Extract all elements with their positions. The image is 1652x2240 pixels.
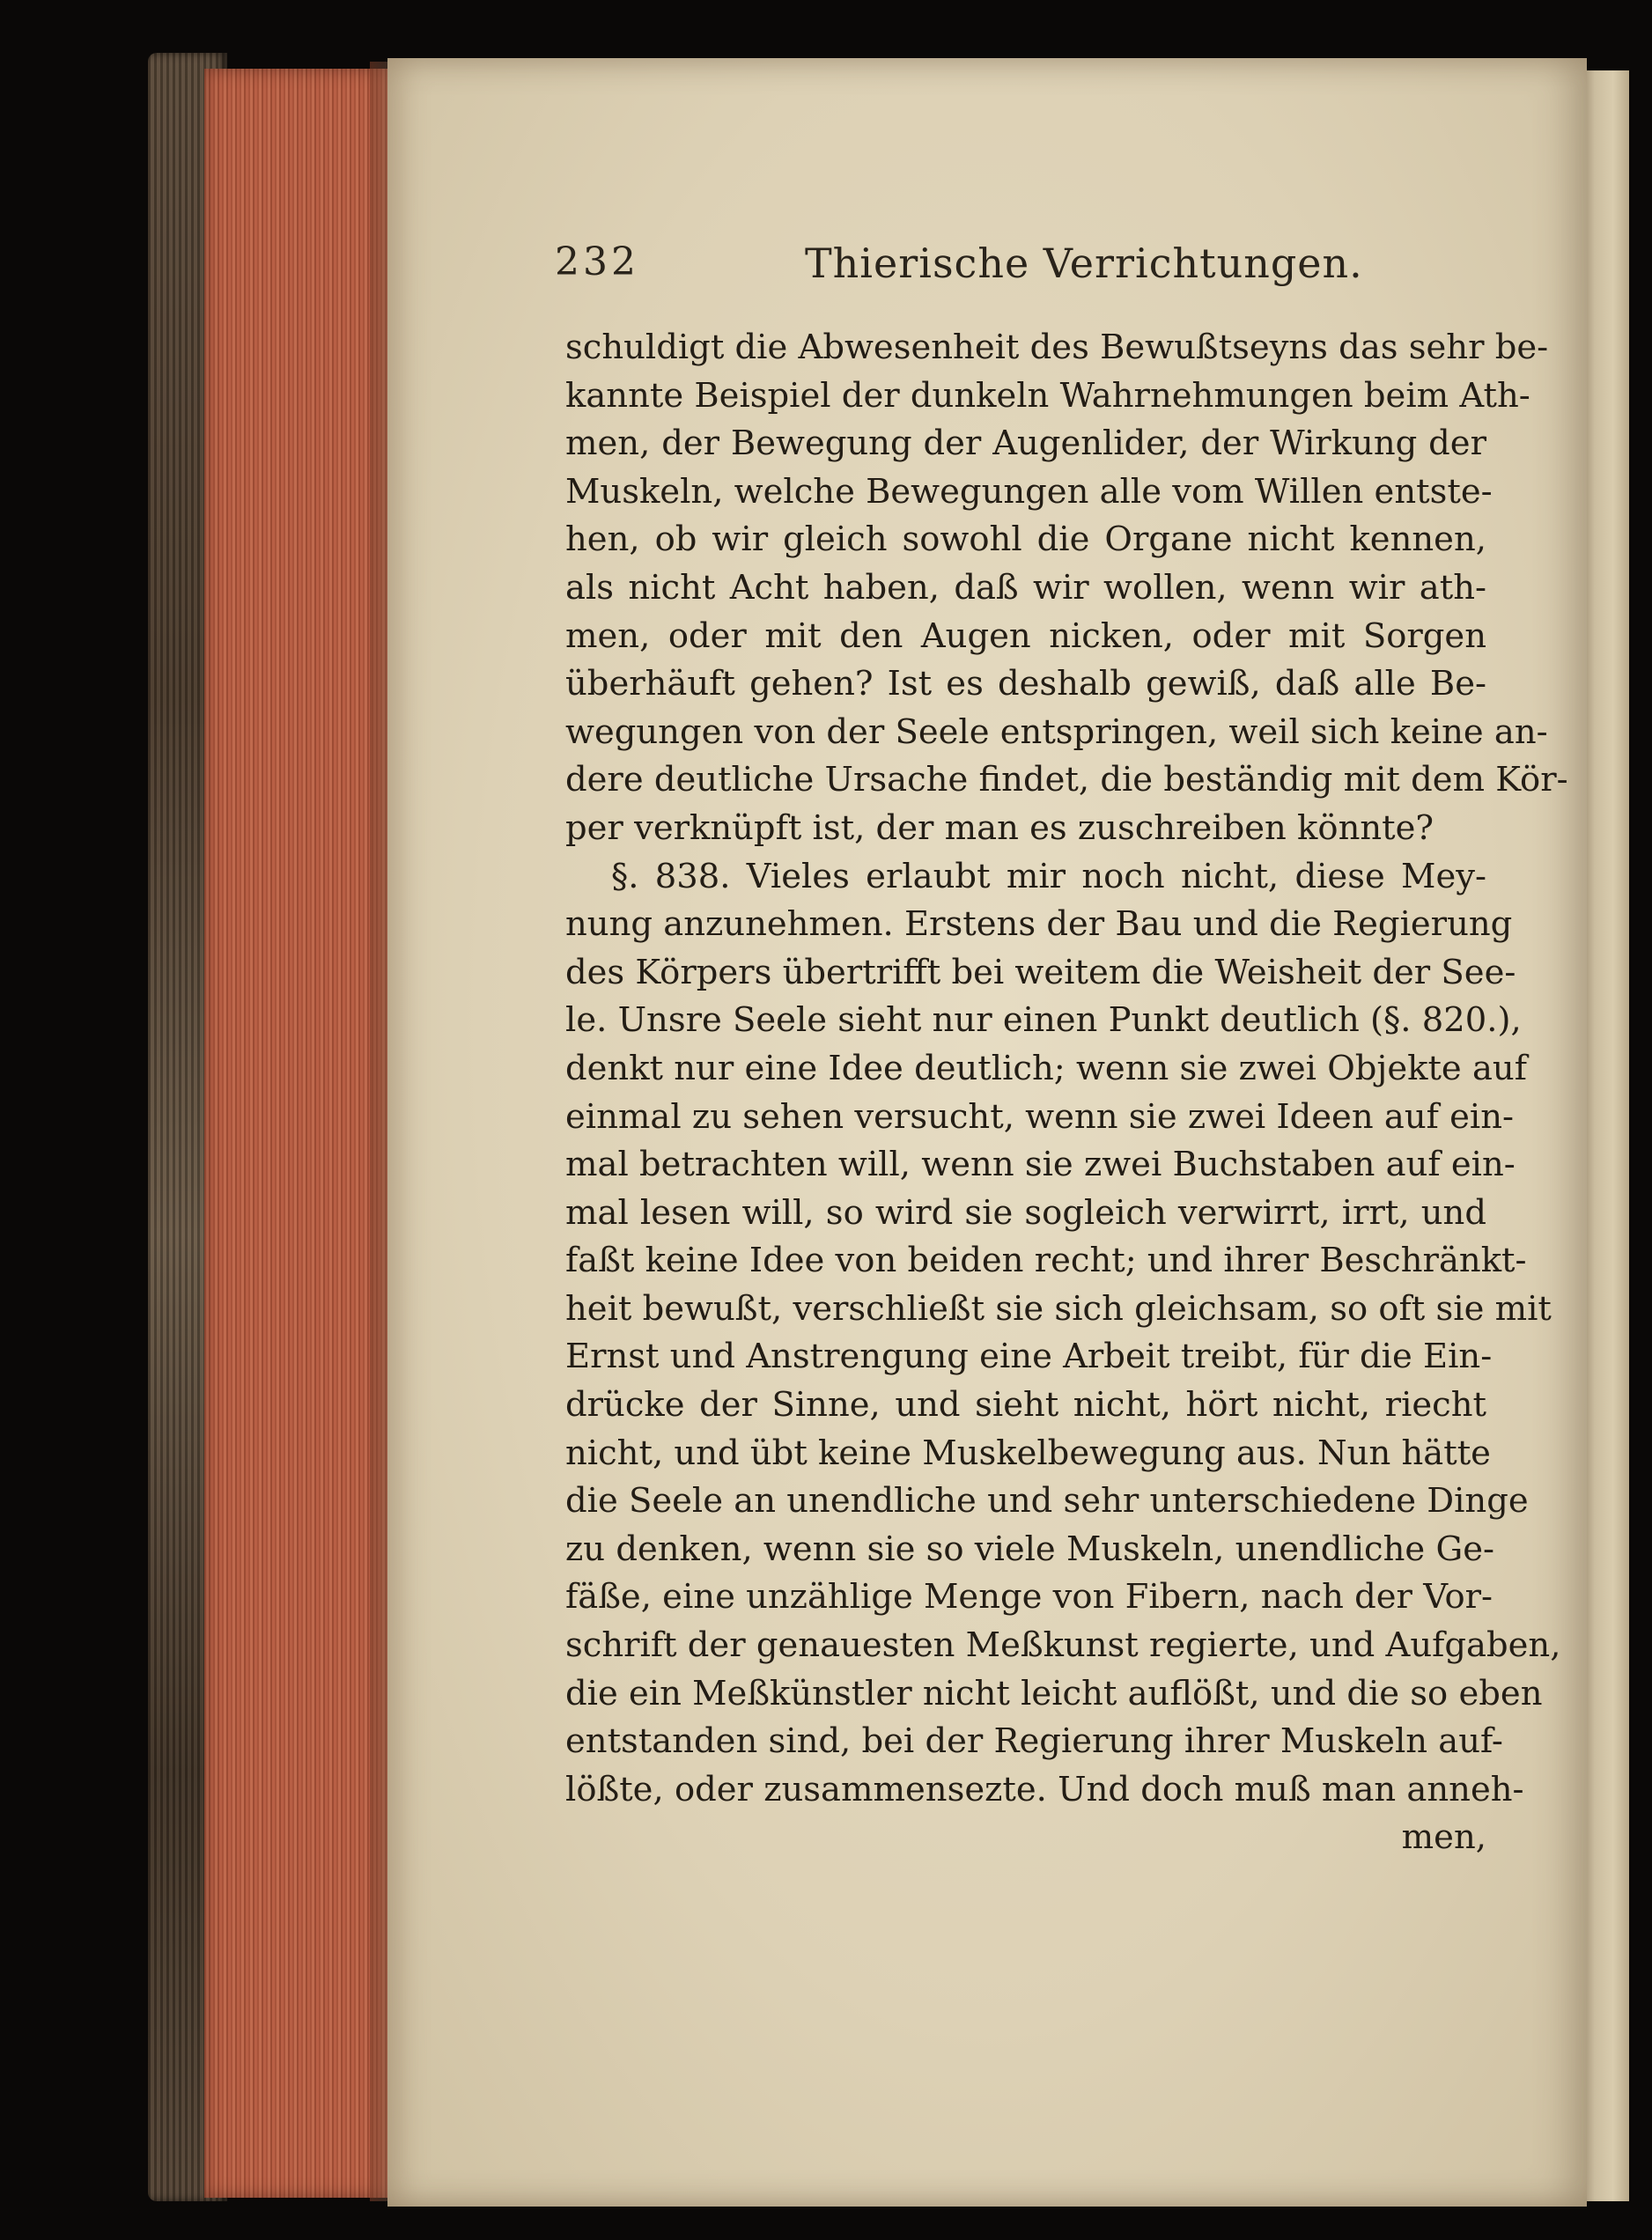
text-line: dere deutliche Ursache findet, die beständig mit dem Kör-: [565, 760, 1568, 800]
text-line: men, oder mit den Augen nicken, oder mit Sorgen: [565, 615, 1486, 656]
page-body-text: [565, 324, 1568, 1862]
text-line: lößte, oder zusammensezte. Und doch muß man anneh-: [565, 1769, 1524, 1809]
text-line: Ernst und Anstrengung eine Arbeit treibt, für die Ein-: [565, 1337, 1493, 1377]
text-line: zu denken, wenn sie so viele Muskeln, unendliche Ge-: [565, 1529, 1494, 1569]
text-line: hen, ob wir gleich sowohl die Organe nicht kennen,: [565, 519, 1486, 560]
text-line: heit bewußt, verschließt sie sich gleichsam, so oft sie mit: [565, 1288, 1552, 1329]
text-line: le. Unsre Seele sieht nur einen Punkt deutlich (§. 820.),: [565, 1000, 1522, 1041]
text-line: faßt keine Idee von beiden recht; und ihrer Beschränkt-: [565, 1241, 1527, 1281]
text-line: schuldigt die Abwesenheit des Bewußtseyns das sehr be-: [565, 328, 1549, 367]
text-line: kannte Beispiel der dunkeln Wahrnehmungen beim Ath-: [565, 375, 1530, 416]
text-line: Muskeln, welche Bewegungen alle vom Willen entste-: [565, 471, 1493, 512]
text-line: schrift der genauesten Meßkunst regierte, und Aufgaben,: [565, 1625, 1561, 1666]
text-line: per verknüpft ist, der man es zuschreiben könnte?: [565, 807, 1434, 848]
text-line: mal betrachten will, wenn sie zwei Buchstaben auf ein-: [565, 1145, 1516, 1185]
text-line: des Körpers übertrifft bei weitem die Weisheit der See-: [565, 952, 1516, 992]
page-header: [555, 239, 1488, 301]
page-number: 232: [555, 239, 639, 284]
page-edges: [204, 69, 389, 2198]
text-line: die Seele an unendliche und sehr unterschiedene Dinge: [565, 1481, 1529, 1522]
text-line: men,: [1401, 1817, 1486, 1858]
text-line: nung anzunehmen. Erstens der Bau und die Regierung: [565, 904, 1513, 945]
text-line: drücke der Sinne, und sieht nicht, hört nicht, riecht: [565, 1385, 1486, 1426]
text-line: fäße, eine unzählige Menge von Fibern, nach der Vor-: [565, 1577, 1493, 1617]
text-line: einmal zu sehen versucht, wenn sie zwei Ideen auf ein-: [565, 1096, 1515, 1137]
text-line: nicht, und übt keine Muskelbewegung aus. Nun hätte: [565, 1433, 1491, 1473]
text-line: men, der Bewegung der Augenlider, der Wirkung der: [565, 424, 1486, 464]
text-line: die ein Meßkünstler nicht leicht auflößt, und die so eben: [565, 1673, 1543, 1713]
text-line: überhäuft gehen? Ist es deshalb gewiß, daß alle Be-: [565, 664, 1486, 704]
text-line: §. 838. Vieles erlaubt mir noch nicht, diese Mey-: [611, 856, 1486, 896]
running-title: Thierische Verrichtungen.: [805, 239, 1363, 287]
text-line: entstanden sind, bei der Regierung ihrer Muskeln auf-: [565, 1721, 1503, 1762]
text-line: mal lesen will, so wird sie sogleich verwirrt, irrt, und: [565, 1192, 1486, 1233]
text-line: als nicht Acht haben, daß wir wollen, wenn wir ath-: [565, 567, 1486, 608]
text-line: denkt nur eine Idee deutlich; wenn sie zwei Objekte auf: [565, 1048, 1527, 1088]
text-line: wegungen von der Seele entspringen, weil sich keine an-: [565, 711, 1548, 752]
